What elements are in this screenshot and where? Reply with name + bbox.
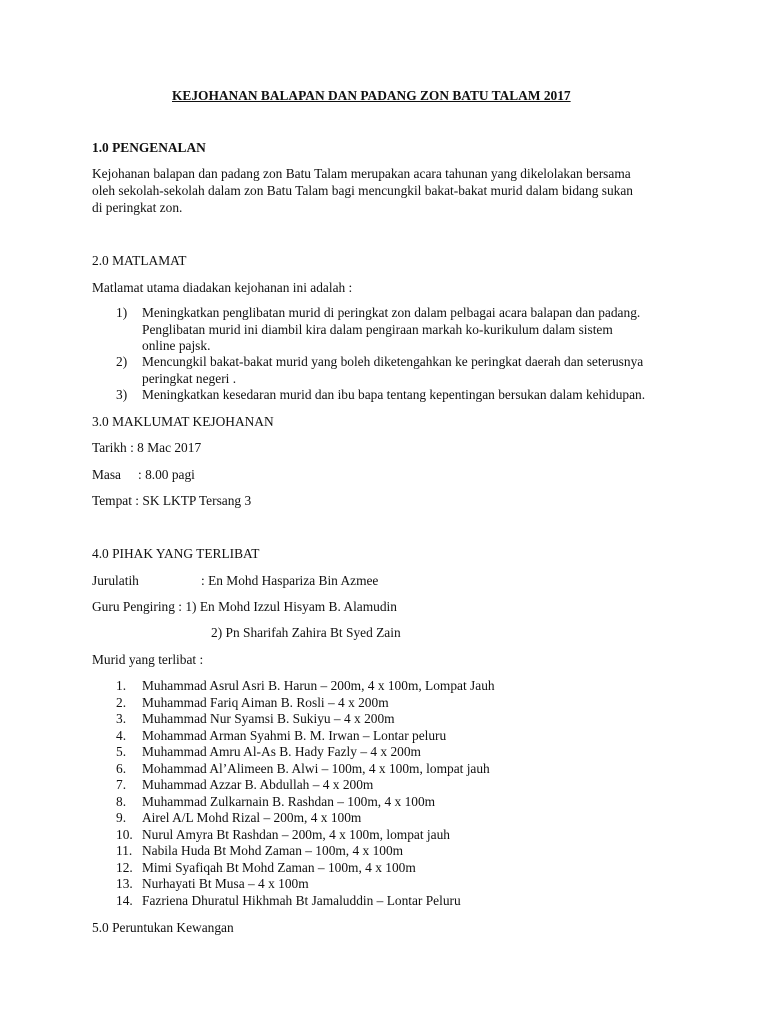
student-entry: Muhammad Zulkarnain B. Rashdan – 100m, 4 x 100m [142, 793, 436, 809]
student-number: 3. [116, 711, 127, 726]
students-label: Murid yang terlibat : [92, 652, 204, 667]
student-number: 13. [116, 876, 133, 891]
student-entry: Muhammad Azzar B. Abdullah – 4 x 200m [142, 777, 374, 792]
section-1-para-line-2: oleh sekolah-sekolah dalam zon Batu Talam bagi mencungkil bakat-bakat murid dalam bidang sukan [92, 183, 633, 198]
student-entry: Airel A/L Mohd Rizal – 200m, 4 x 100m [142, 810, 362, 825]
goal-text-line: Penglibatan murid ini diambil kira dalam pengiraan markah ko-kurikulum dalam sistem [142, 322, 613, 337]
section-1-para-line-1: Kejohanan balapan dan padang zon Batu Talam merupakan acara tahunan yang dikelolakan bersama [92, 166, 631, 181]
document-title: KEJOHANAN BALAPAN DAN PADANG ZON BATU TALAM 2017 [172, 88, 571, 103]
student-number: 7. [116, 777, 127, 792]
student-number: 10. [116, 826, 133, 842]
student-entry: Muhammad Asrul Asri B. Harun – 200m, 4 x 100m, Lompat Jauh [142, 678, 495, 693]
student-entry: Nurhayati Bt Musa – 4 x 100m [142, 876, 309, 891]
student-number: 8. [116, 793, 127, 809]
goal-text-line: Mencungkil bakat-bakat murid yang boleh diketengahkan ke peringkat daerah dan seterusnya [142, 354, 644, 369]
goal-text-line: Meningkatkan kesedaran murid dan ibu bapa tentang kepentingan bersukan dalam kehidupan. [142, 387, 646, 402]
student-number: 11. [116, 843, 133, 858]
goal-number: 3) [116, 387, 128, 402]
student-entry: Muhammad Amru Al-As B. Hady Fazly – 4 x 200m [142, 744, 421, 759]
student-number: 6. [116, 760, 127, 776]
student-entry: Mimi Syafiqah Bt Mohd Zaman – 100m, 4 x 100m [142, 859, 416, 875]
coach-value: : En Mohd Haspariza Bin Azmee [201, 573, 379, 588]
event-venue: Tempat : SK LKTP Tersang 3 [92, 493, 252, 508]
goal-number: 1) [116, 305, 128, 320]
goal-text-line: peringkat negeri . [142, 371, 237, 386]
student-entry: Muhammad Fariq Aiman B. Rosli – 4 x 200m [142, 694, 389, 710]
event-time-label: Masa [92, 467, 122, 482]
section-3-heading: 3.0 MAKLUMAT KEJOHANAN [92, 414, 274, 429]
event-time-value: : 8.00 pagi [138, 467, 195, 482]
goal-text-line: Meningkatkan penglibatan murid di peringkat zon dalam pelbagai acara balapan dan padang. [142, 305, 641, 320]
student-number: 2. [116, 694, 127, 710]
event-date: Tarikh : 8 Mac 2017 [92, 440, 202, 455]
student-number: 1. [116, 678, 127, 693]
student-number: 14. [116, 892, 133, 908]
section-1-heading: 1.0 PENGENALAN [92, 140, 206, 155]
student-entry: Fazriena Dhuratul Hikhmah Bt Jamaluddin – Lontar Peluru [142, 892, 461, 908]
section-1-para-line-3: di peringkat zon. [92, 200, 183, 215]
section-5-heading: 5.0 Peruntukan Kewangan [92, 920, 234, 935]
student-entry: Mohammad Arman Syahmi B. M. Irwan – Lontar peluru [142, 727, 447, 743]
student-entry: Mohammad Al’Alimeen B. Alwi – 100m, 4 x 100m, lompat jauh [142, 760, 490, 776]
student-entry: Muhammad Nur Syamsi B. Sukiyu – 4 x 200m [142, 711, 395, 726]
section-2-heading: 2.0 MATLAMAT [92, 253, 187, 268]
goal-number: 2) [116, 354, 128, 369]
section-4-heading: 4.0 PIHAK YANG TERLIBAT [92, 546, 260, 561]
student-number: 5. [116, 744, 127, 759]
student-entry: Nabila Huda Bt Mohd Zaman – 100m, 4 x 100m [142, 843, 404, 858]
student-number: 4. [116, 727, 127, 743]
section-2-intro: Matlamat utama diadakan kejohanan ini adalah : [92, 280, 353, 295]
escort-teacher-2: 2) Pn Sharifah Zahira Bt Syed Zain [211, 625, 401, 640]
coach-label: Jurulatih [92, 573, 139, 588]
student-number: 9. [116, 810, 127, 825]
student-number: 12. [116, 859, 133, 875]
student-entry: Nurul Amyra Bt Rashdan – 200m, 4 x 100m, lompat jauh [142, 826, 450, 842]
goal-text-line: online pajsk. [142, 338, 211, 353]
escort-teacher-1: Guru Pengiring : 1) En Mohd Izzul Hisyam B. Alamudin [92, 599, 397, 614]
